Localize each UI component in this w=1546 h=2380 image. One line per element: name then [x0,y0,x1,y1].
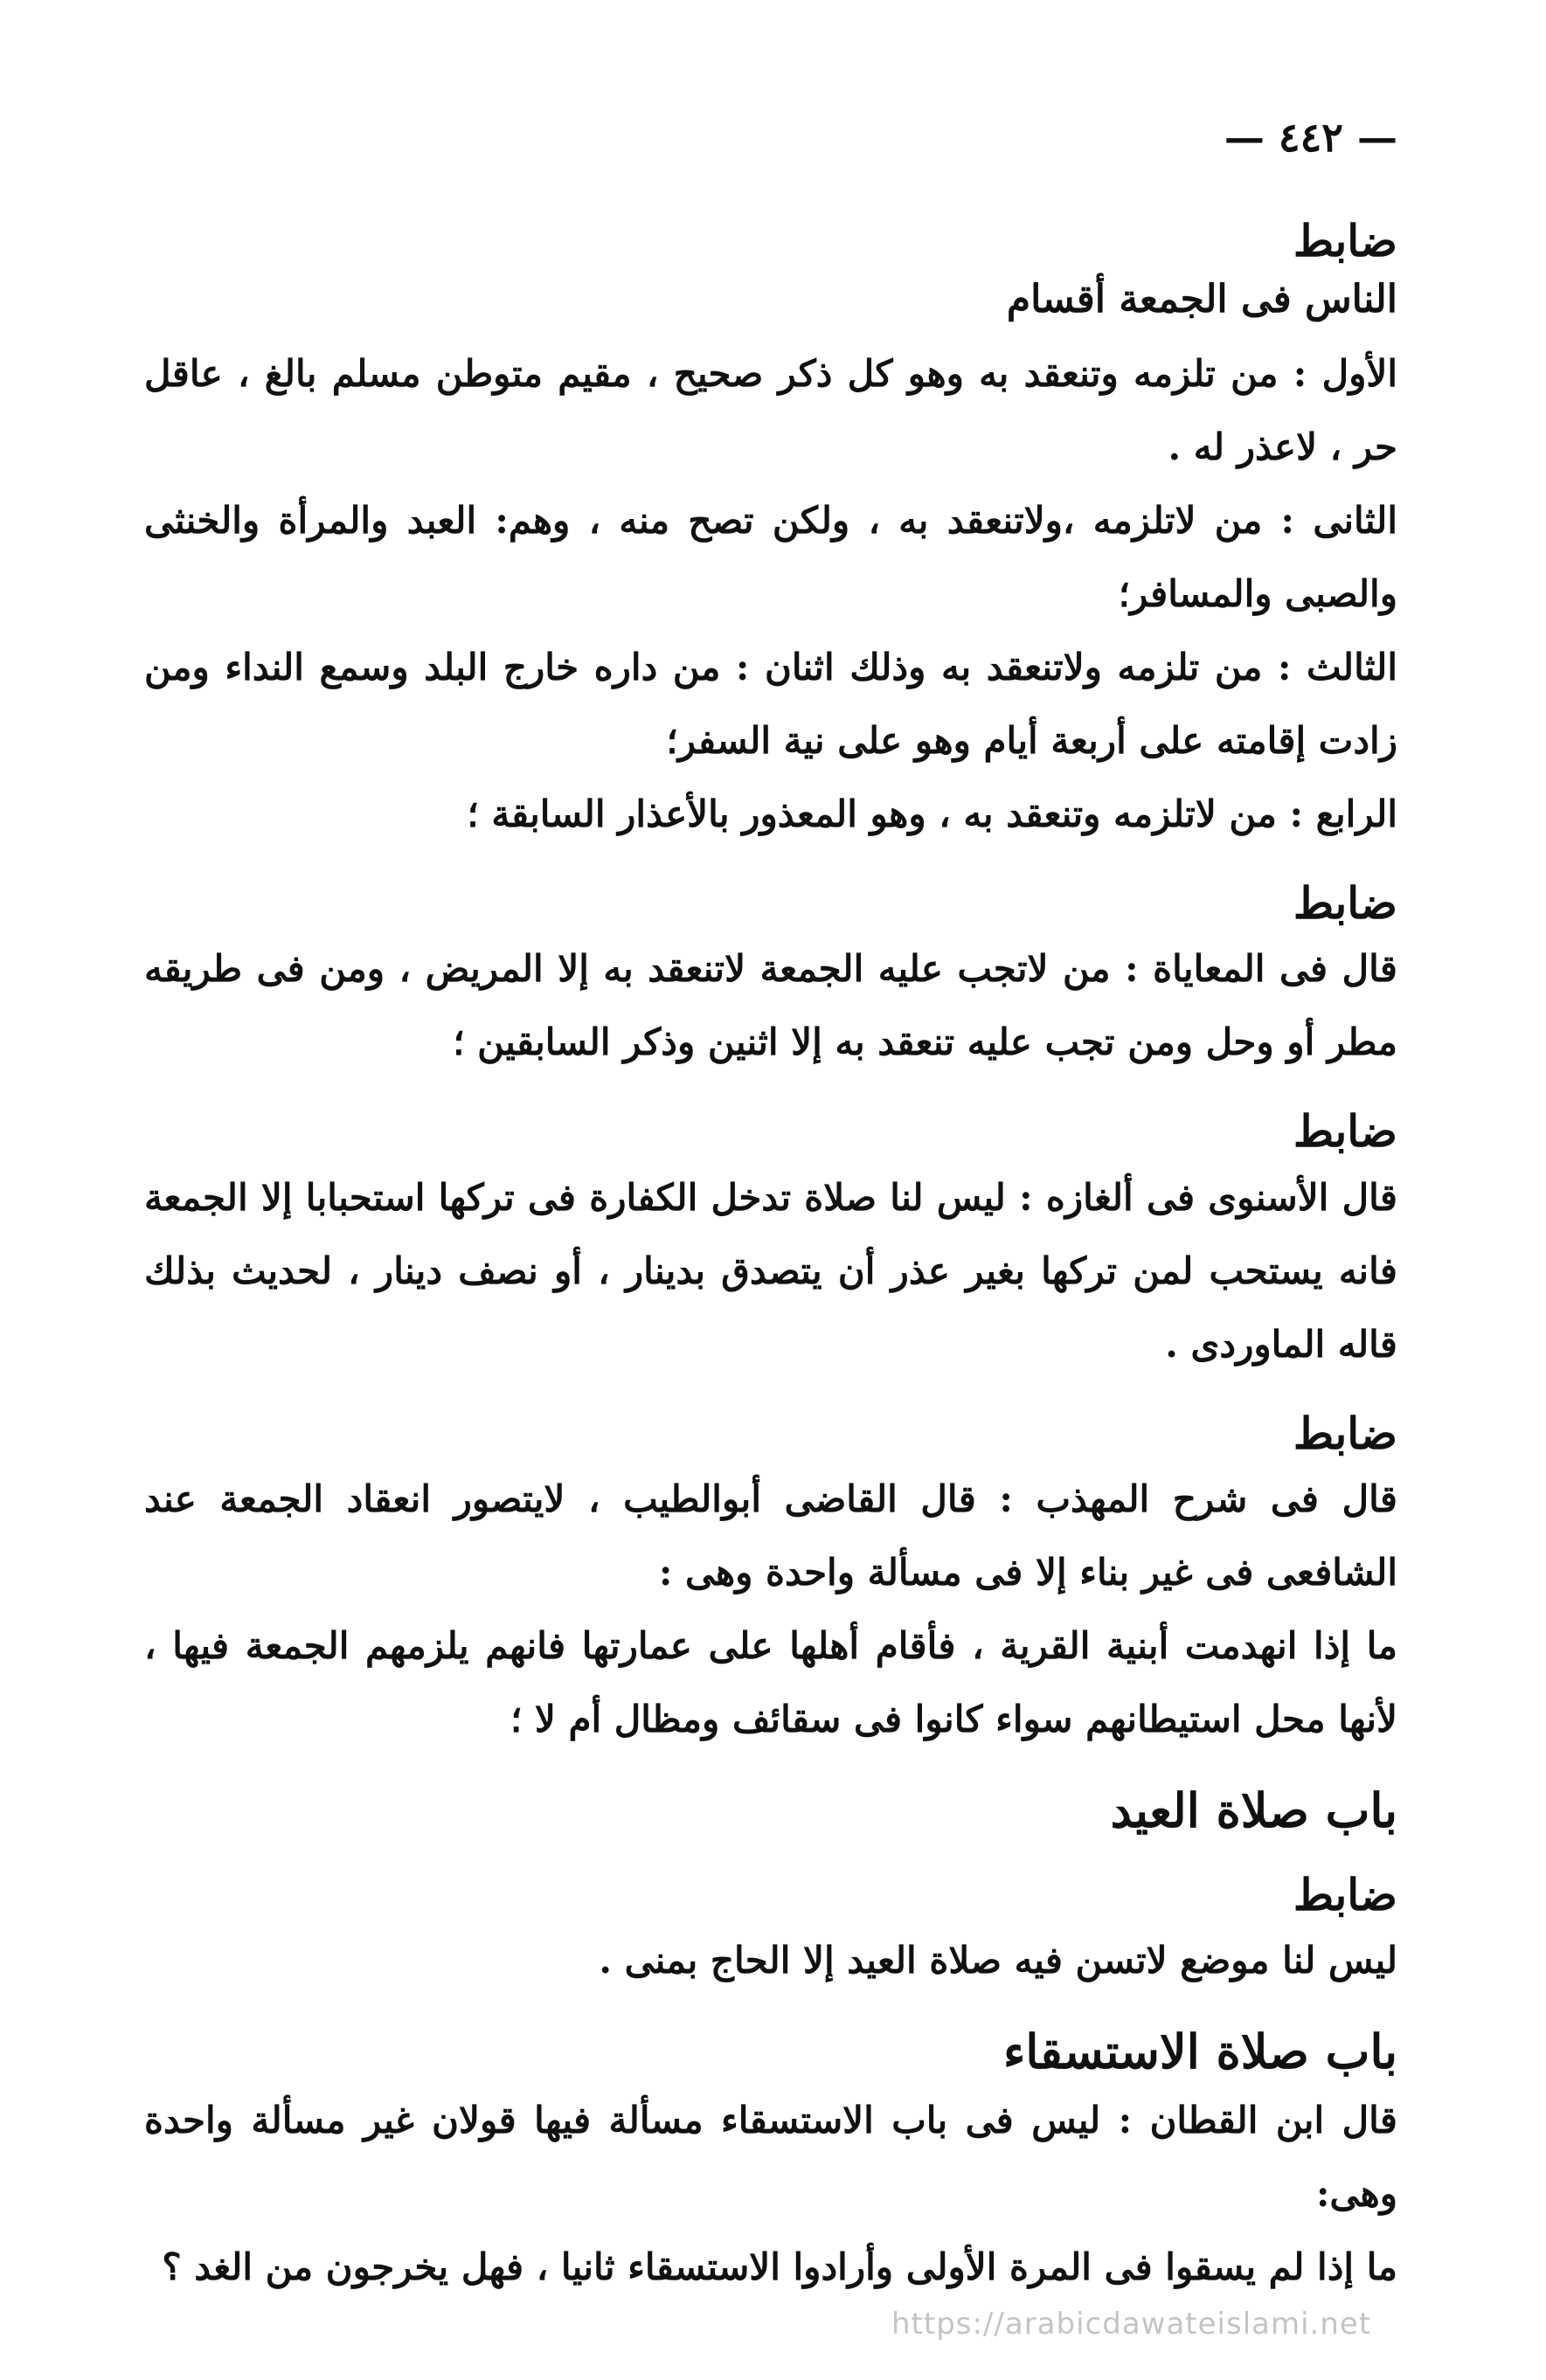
section-dabit-eid [144,1865,1397,1998]
chapter-heading: باب صلاة الاستسقاء [1003,2024,1397,2080]
chapter-heading: باب صلاة العيد [1110,1782,1397,1838]
section-heading: ضابط [1293,1105,1397,1157]
paragraph: قال فى شرح المهذب : قال القاضى أبوالطيب ، لايتصور انعقاد الجمعة عند الشافعى فى غير بناء إلا فى مسألة واحدة وهى : [144,1477,1397,1594]
chapter-istisqa-prayer [144,2020,1397,2304]
section-subheading: الناس فى الجمعة أقسام [1006,276,1397,322]
section-dabit-muhadhab [144,1404,1397,1757]
paragraph: الثانى : من لاتلزمه ،ولاتنعقد به ، ولكن تصح منه ، وهم: العبد والمرأة والخنثى والصبى والمسافر؛ [144,498,1397,615]
paragraph: قال فى المعاياة : من لاتجب عليه الجمعة لاتنعقد به إلا المريض ، ومن فى طريقه مطر أو وحل ومن تجب عليه تنعقد به إلا اثنين وذكر السابقين ؛ [144,947,1397,1063]
paragraph: الرابع : من لاتلزمه وتنعقد به ، وهو المعذور بالأعذار السابقة ؛ [467,792,1397,835]
section-heading: ضابط [1293,215,1397,266]
paragraph: الأول : من تلزمه وتنعقد به وهو كل ذكر صحيح ، مقيم متوطن مسلم بالغ ، عاقل حر ، لاعذر له . [144,351,1397,468]
section-heading: ضابط [1293,876,1397,929]
page-number: — ٤٤٢ — [1224,114,1397,161]
paragraph: قال الأسنوى فى ألغازه : ليس لنا صلاة تدخل الكفارة فى تركها استحبابا إلا الجمعة فانه يستحب لمن تركها بغير عذر أن يتصدق بدينار ، أو نصف دينار ، لحديث بذلك قاله الماوردى . [144,1175,1397,1366]
paragraph: ليس لنا موضع لاتسن فيه صلاة العيد إلا الحاج بمنى . [599,1939,1397,1982]
paragraph: الثالث : من تلزمه ولاتنعقد به وذلك اثنان : من داره خارج البلد وسمع النداء ومن زادت إقامته على أربعة أيام وهو على نية السفر؛ [144,645,1397,762]
paragraph: قال ابن القطان : ليس فى باب الاستسقاء مسألة فيها قولان غير مسألة واحدة وهى: [144,2099,1397,2216]
section-dabit-asnawi [144,1102,1397,1381]
section-dabit-muayat [144,874,1397,1080]
text-column [144,114,1397,2304]
watermark-url: https://arabicdawateislami.net [891,2307,1372,2342]
paragraph: ما إذا انهدمت أبنية القرية ، فأقام أهلها على عمارتها فانهم يلزمهم الجمعة فيها ، لأنها محل استيطانهم سواء كانوا فى سقائف ومظال أم لا ؛ [144,1624,1397,1740]
section-dabit-people-in-jumua [144,211,1397,851]
chapter-eid-prayer [144,1779,1397,1843]
section-heading: ضابط [1293,1407,1397,1459]
paragraph: ما إذا لم يسقوا فى المرة الأولى وأرادوا الاستسقاء ثانيا ، فهل يخرجون من الغد ؟ [162,2245,1397,2289]
section-heading: ضابط [1293,1868,1397,1920]
